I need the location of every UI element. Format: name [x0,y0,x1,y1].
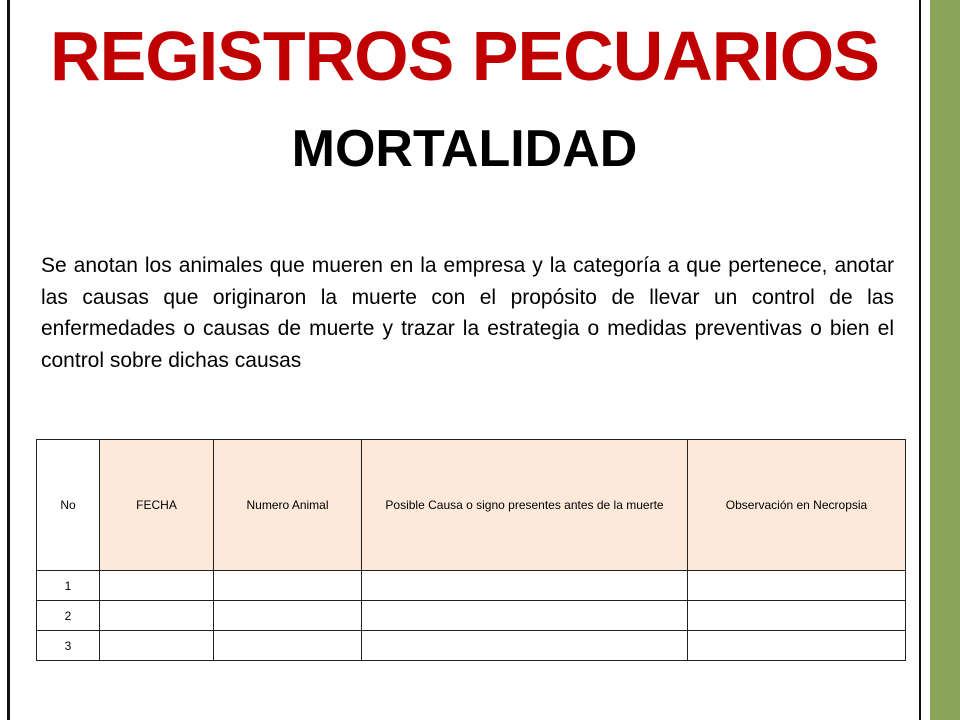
cell-observacion [688,571,906,601]
right-border-line [919,0,921,720]
cell-numero-animal [214,571,362,601]
cell-no: 2 [37,601,100,631]
table-row [37,571,906,601]
header-no: No [37,440,100,571]
description-paragraph: Se anotan los animales que mueren en la empresa y la categoría a que pertenece, anotar las causas que originaron la muerte con el propósito de llevar un control de las enfermedades o causas de muerte y trazar la estrategia o medidas preventivas o bien el control sobre dichas causas [41,254,894,372]
left-border-line [7,0,10,720]
mortality-table [36,439,906,661]
cell-numero-animal [214,631,362,661]
cell-numero-animal [214,601,362,631]
header-numero-animal: Numero Animal [214,440,362,571]
cell-posible-causa [362,571,688,601]
cell-fecha [100,601,214,631]
cell-observacion [688,601,906,631]
page-subtitle: MORTALIDAD [291,120,638,178]
page-title: REGISTROS PECUARIOS [50,17,879,95]
cell-posible-causa [362,631,688,661]
cell-fecha [100,631,214,661]
cell-observacion [688,631,906,661]
cell-no: 1 [37,571,100,601]
table-header-row [37,440,906,571]
header-posible-causa: Posible Causa o signo presentes antes de la muerte [362,440,688,571]
cell-fecha [100,571,214,601]
table-row [37,631,906,661]
header-fecha: FECHA [100,440,214,571]
header-observacion-necropsia: Observación en Necropsia [688,440,906,571]
cell-no: 3 [37,631,100,661]
table-row [37,601,906,631]
side-accent-bar [930,0,960,720]
cell-posible-causa [362,601,688,631]
